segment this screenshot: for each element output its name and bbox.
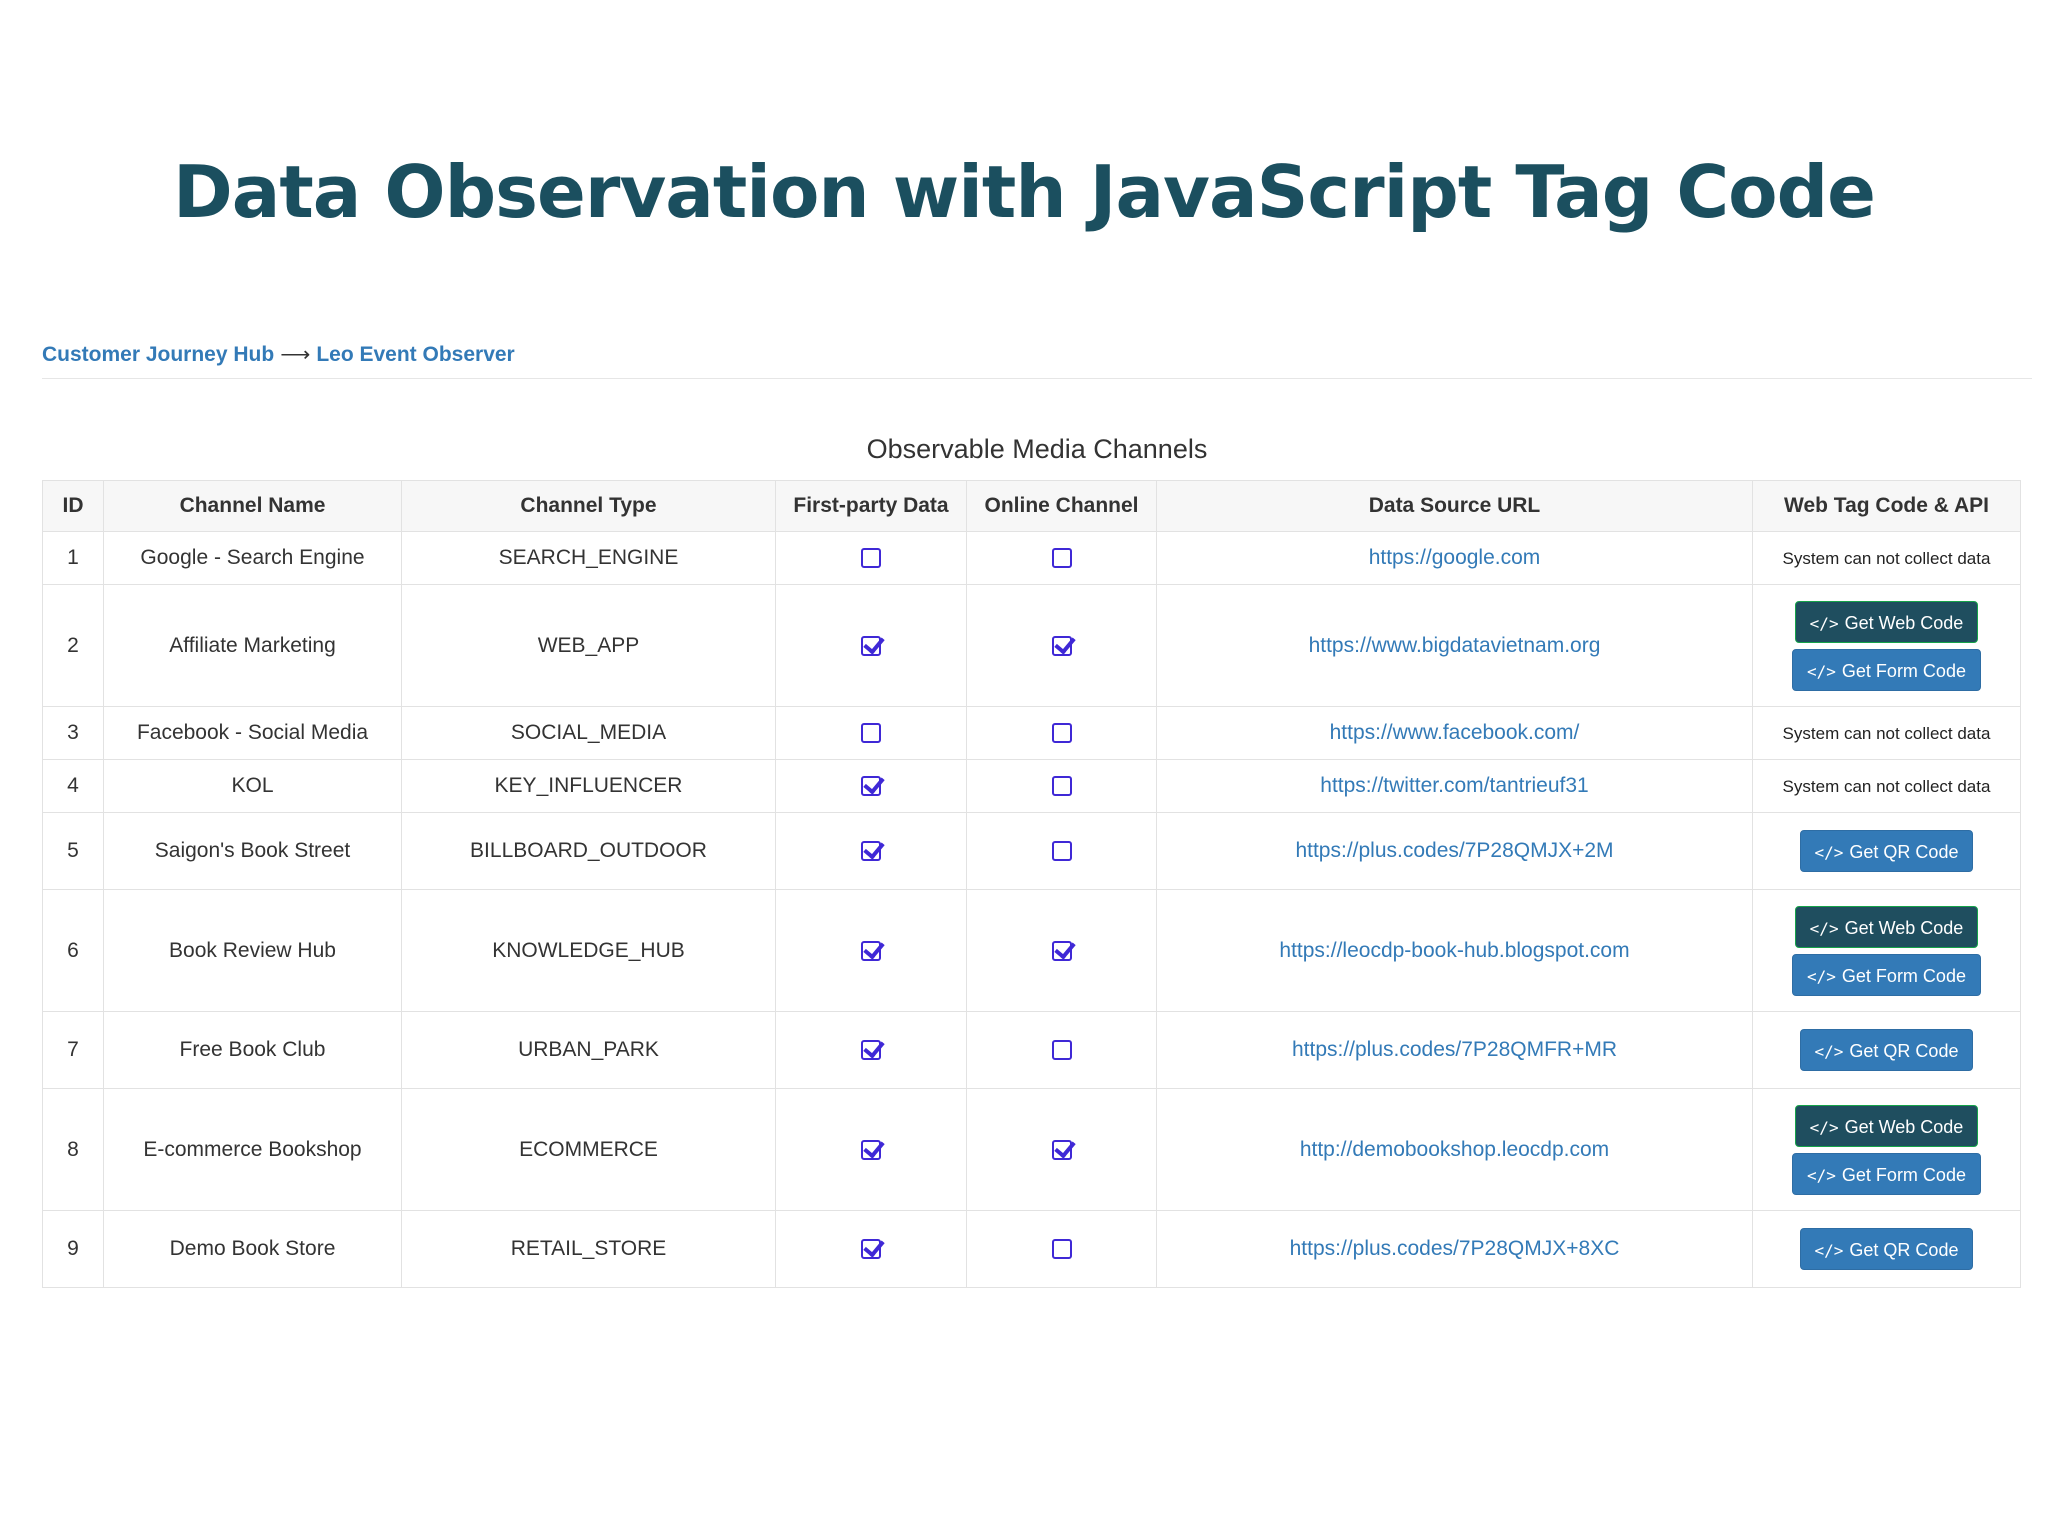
online-channel-checkbox[interactable]	[1052, 1040, 1072, 1060]
column-header-channel-name[interactable]: Channel Name	[104, 481, 402, 532]
button-label: Get QR Code	[1849, 1240, 1959, 1260]
data-source-link[interactable]: https://plus.codes/7P28QMJX+2M	[1295, 839, 1614, 862]
cell-id: 1	[43, 532, 104, 585]
table-row	[43, 1211, 2021, 1288]
cell-channel-type: WEB_APP	[402, 585, 776, 707]
first-party-checkbox[interactable]	[861, 548, 881, 568]
cell-web-tag	[1753, 890, 2021, 1012]
cell-online	[967, 890, 1157, 1012]
cell-first-party	[776, 760, 967, 813]
cell-channel-name: KOL	[104, 760, 402, 813]
cell-id: 4	[43, 760, 104, 813]
get-qr-code-button[interactable]	[1800, 830, 1974, 872]
table-row	[43, 1012, 2021, 1089]
cell-first-party	[776, 532, 967, 585]
cell-id: 7	[43, 1012, 104, 1089]
cell-id: 3	[43, 707, 104, 760]
table-row	[43, 813, 2021, 890]
cell-channel-type: KEY_INFLUENCER	[402, 760, 776, 813]
column-header-online[interactable]: Online Channel	[967, 481, 1157, 532]
cell-url	[1157, 585, 1753, 707]
table-row	[43, 1089, 2021, 1211]
breadcrumb-current-link[interactable]: Leo Event Observer	[316, 343, 515, 366]
first-party-checkbox[interactable]	[861, 776, 881, 796]
button-label: Get Form Code	[1841, 965, 1966, 986]
button-label: Get Web Code	[1844, 1116, 1964, 1137]
cell-url	[1157, 760, 1753, 813]
cell-channel-type: URBAN_PARK	[402, 1012, 776, 1089]
cell-first-party	[776, 1012, 967, 1089]
button-label: Get Form Code	[1841, 660, 1966, 681]
cell-id: 2	[43, 585, 104, 707]
column-header-web-tag[interactable]: Web Tag Code & API	[1753, 481, 2021, 532]
get-form-code-button[interactable]	[1792, 649, 1981, 691]
cell-id: 9	[43, 1211, 104, 1288]
cell-channel-name: Free Book Club	[104, 1012, 402, 1089]
table-row	[43, 890, 2021, 1012]
get-form-code-button[interactable]	[1792, 954, 1981, 996]
button-label: Get QR Code	[1849, 1041, 1959, 1061]
table-caption: Observable Media Channels	[866, 434, 1208, 464]
cell-url	[1157, 813, 1753, 890]
cell-url	[1157, 707, 1753, 760]
cell-web-tag	[1753, 1089, 2021, 1211]
cell-id: 8	[43, 1089, 104, 1211]
online-channel-checkbox[interactable]	[1052, 723, 1072, 743]
get-web-code-button[interactable]	[1795, 601, 1979, 643]
cell-channel-type: ECOMMERCE	[402, 1089, 776, 1211]
data-source-link[interactable]: https://plus.codes/7P28QMFR+MR	[1291, 1038, 1618, 1061]
code-icon: </>	[1809, 918, 1839, 938]
data-source-link[interactable]: https://plus.codes/7P28QMJX+8XC	[1289, 1237, 1620, 1260]
data-source-link[interactable]: http://demobookshop.leocdp.com	[1299, 1137, 1610, 1161]
table-row	[43, 707, 2021, 760]
button-label: Get Form Code	[1841, 1164, 1966, 1185]
first-party-checkbox[interactable]	[861, 1239, 881, 1259]
column-header-url[interactable]: Data Source URL	[1157, 481, 1753, 532]
data-source-link[interactable]: https://www.facebook.com/	[1329, 721, 1580, 744]
online-channel-checkbox[interactable]	[1052, 1140, 1072, 1160]
cell-channel-name: Saigon's Book Street	[104, 813, 402, 890]
cell-online	[967, 532, 1157, 585]
cell-first-party	[776, 707, 967, 760]
cell-channel-type: SOCIAL_MEDIA	[402, 707, 776, 760]
no-collect-text: System can not collect data	[1782, 777, 1991, 796]
table-row	[43, 585, 2021, 707]
code-icon: </>	[1809, 1117, 1839, 1137]
online-channel-checkbox[interactable]	[1052, 548, 1072, 568]
cell-first-party	[776, 585, 967, 707]
get-form-code-button[interactable]	[1792, 1153, 1981, 1195]
cell-url	[1157, 1211, 1753, 1288]
first-party-checkbox[interactable]	[861, 941, 881, 961]
get-web-code-button[interactable]	[1795, 906, 1979, 948]
table-row	[43, 532, 2021, 585]
cell-web-tag	[1753, 532, 2021, 585]
cell-channel-name: Book Review Hub	[104, 890, 402, 1012]
content-panel	[42, 330, 2032, 1300]
cell-online	[967, 707, 1157, 760]
table-header-row	[43, 481, 2021, 532]
button-label: Get Web Code	[1844, 612, 1964, 633]
cell-channel-name: Facebook - Social Media	[104, 707, 402, 760]
cell-url	[1157, 1012, 1753, 1089]
table-row	[43, 760, 2021, 813]
data-source-link[interactable]: https://google.com	[1368, 546, 1541, 569]
code-icon: </>	[1807, 966, 1836, 986]
breadcrumb-home-link[interactable]: Customer Journey Hub	[42, 343, 275, 366]
cell-channel-type: SEARCH_ENGINE	[402, 532, 776, 585]
cell-first-party	[776, 813, 967, 890]
no-collect-text: System can not collect data	[1782, 724, 1991, 743]
online-channel-checkbox[interactable]	[1052, 941, 1072, 961]
online-channel-checkbox[interactable]	[1052, 776, 1072, 796]
data-source-link[interactable]: https://www.bigdatavietnam.org	[1308, 633, 1601, 657]
online-channel-checkbox[interactable]	[1052, 841, 1072, 861]
cell-channel-name: Demo Book Store	[104, 1211, 402, 1288]
cell-web-tag	[1753, 1211, 2021, 1288]
cell-channel-type: BILLBOARD_OUTDOOR	[402, 813, 776, 890]
code-icon: </>	[1807, 661, 1836, 681]
code-icon: </>	[1814, 843, 1844, 862]
code-icon: </>	[1807, 1165, 1836, 1185]
column-header-first-party[interactable]: First-party Data	[776, 481, 967, 532]
code-icon: </>	[1809, 613, 1839, 633]
first-party-checkbox[interactable]	[861, 1040, 881, 1060]
online-channel-checkbox[interactable]	[1052, 636, 1072, 656]
column-header-channel-type[interactable]: Channel Type	[402, 481, 776, 532]
cell-online	[967, 760, 1157, 813]
cell-web-tag	[1753, 585, 2021, 707]
first-party-checkbox[interactable]	[861, 636, 881, 656]
code-icon: </>	[1814, 1042, 1844, 1061]
channels-table	[42, 480, 2021, 1288]
cell-web-tag	[1753, 1012, 2021, 1089]
data-source-link[interactable]: https://leocdp-book-hub.blogspot.com	[1279, 938, 1630, 962]
cell-url	[1157, 1089, 1753, 1211]
cell-first-party	[776, 1211, 967, 1288]
data-source-link[interactable]: https://twitter.com/tantrieuf31	[1320, 774, 1589, 797]
get-qr-code-button[interactable]	[1800, 1029, 1974, 1071]
button-label: Get QR Code	[1849, 842, 1959, 862]
first-party-checkbox[interactable]	[861, 1140, 881, 1160]
cell-channel-type: KNOWLEDGE_HUB	[402, 890, 776, 1012]
cell-online	[967, 1089, 1157, 1211]
cell-online	[967, 585, 1157, 707]
get-qr-code-button[interactable]	[1800, 1228, 1974, 1270]
cell-web-tag	[1753, 760, 2021, 813]
column-header-id[interactable]: ID	[43, 481, 104, 532]
button-label: Get Web Code	[1844, 917, 1964, 938]
cell-channel-type: RETAIL_STORE	[402, 1211, 776, 1288]
cell-online	[967, 813, 1157, 890]
online-channel-checkbox[interactable]	[1052, 1239, 1072, 1259]
slide-title: Data Observation with JavaScript Tag Code	[172, 150, 1876, 234]
cell-online	[967, 1012, 1157, 1089]
cell-channel-name: Google - Search Engine	[104, 532, 402, 585]
cell-id: 6	[43, 890, 104, 1012]
cell-url	[1157, 890, 1753, 1012]
breadcrumb-divider	[42, 378, 2032, 379]
cell-channel-name: E-commerce Bookshop	[104, 1089, 402, 1211]
first-party-checkbox[interactable]	[861, 723, 881, 743]
breadcrumb	[42, 342, 515, 367]
cell-url	[1157, 532, 1753, 585]
cell-channel-name: Affiliate Marketing	[104, 585, 402, 707]
cell-web-tag	[1753, 707, 2021, 760]
code-icon: </>	[1814, 1241, 1844, 1260]
first-party-checkbox[interactable]	[861, 841, 881, 861]
cell-web-tag	[1753, 813, 2021, 890]
breadcrumb-arrow-icon: ⟶	[280, 343, 311, 366]
get-web-code-button[interactable]	[1795, 1105, 1979, 1147]
cell-id: 5	[43, 813, 104, 890]
cell-first-party	[776, 890, 967, 1012]
no-collect-text: System can not collect data	[1782, 549, 1991, 568]
cell-online	[967, 1211, 1157, 1288]
cell-first-party	[776, 1089, 967, 1211]
